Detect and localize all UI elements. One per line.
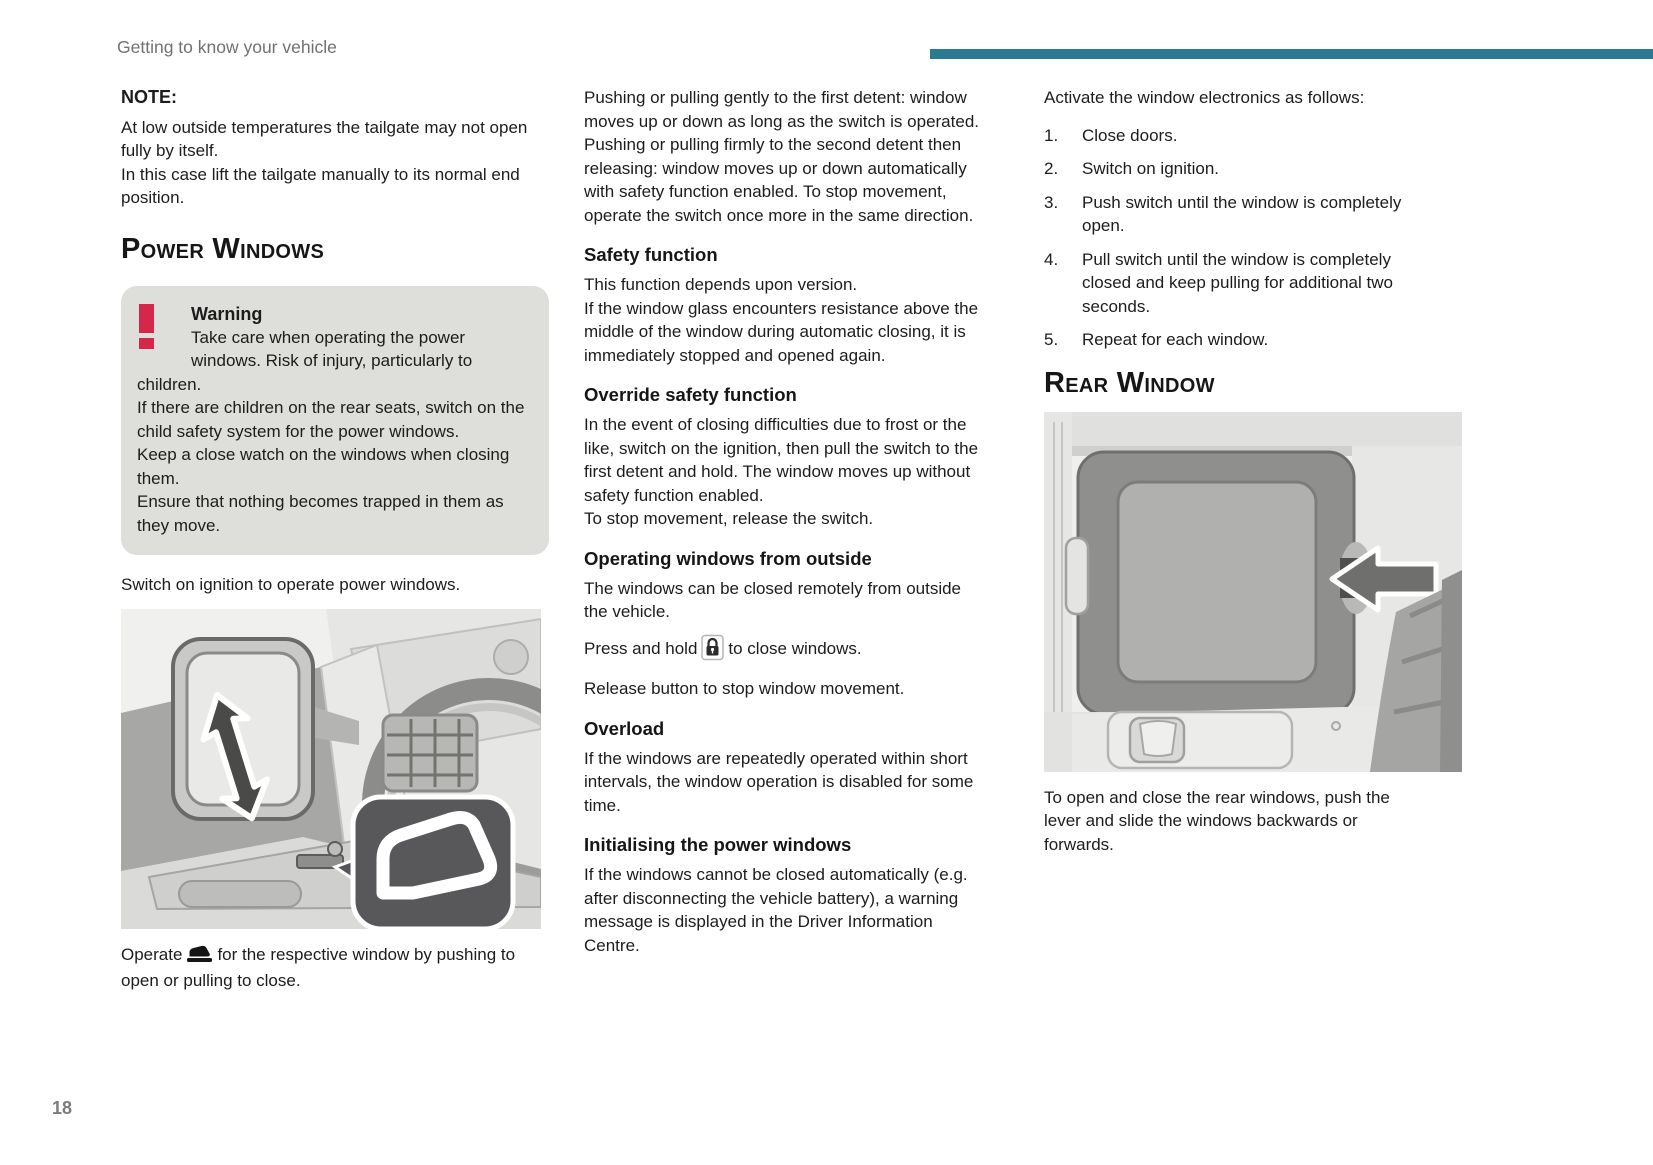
intro-paragraph: Pushing or pulling gently to the first detent: window moves up or down as long as the switch is operated. bbox=[584, 88, 979, 131]
note-title: NOTE: bbox=[121, 87, 177, 107]
warning-line: If there are children on the rear seats, switch on the child safety system for the power windows. bbox=[137, 398, 525, 441]
numbered-steps bbox=[1044, 124, 1474, 352]
warning-exclamation-icon bbox=[137, 302, 191, 350]
heading-override-safety: Override safety function bbox=[584, 384, 797, 405]
note-body bbox=[121, 116, 539, 210]
release-line: Release button to stop window movement. bbox=[584, 679, 905, 698]
front-door-caption: Operate for the respective window by pushing to open or pulling to close. bbox=[121, 944, 516, 990]
intro-paragraph: Pushing or pulling firmly to the second detent then releasing: window moves up or down automatically with safety function enabled. To stop movement, operate the switch once more in the same direction. bbox=[584, 135, 974, 225]
left-column bbox=[121, 0, 549, 993]
heading-safety-function: Safety function bbox=[584, 244, 718, 265]
window-switch-callout bbox=[353, 797, 513, 929]
heading-operating-outside: Operating windows from outside bbox=[584, 547, 872, 569]
right-column bbox=[1044, 0, 1474, 856]
paragraph: To stop movement, release the switch. bbox=[584, 509, 874, 528]
step-item: 5. Repeat for each window. bbox=[1044, 330, 1269, 349]
step-item: 3. Push switch until the window is completely open. bbox=[1044, 192, 1402, 235]
rear-window-illustration bbox=[1044, 412, 1474, 772]
middle-column bbox=[584, 0, 984, 957]
warning-line: Ensure that nothing becomes trapped in them as they move. bbox=[137, 492, 504, 535]
activate-intro: Activate the window electronics as follows: bbox=[1044, 88, 1365, 107]
page-number: 18 bbox=[52, 1098, 73, 1118]
paragraph: This function depends upon version. bbox=[584, 275, 858, 294]
section-title-power-windows: Power Windows bbox=[121, 232, 325, 265]
section-title-rear-window: Rear Window bbox=[1044, 366, 1215, 399]
paragraph: The windows can be closed remotely from outside the vehicle. bbox=[584, 578, 962, 621]
note-line: At low outside temperatures the tailgate may not open fully by itself. bbox=[121, 117, 528, 160]
front-door-illustration bbox=[121, 609, 549, 929]
paragraph: In the event of closing difficulties due to frost or the like, switch on the ignition, then pull the switch to the first detent and hold. The window moves up without safety function enabled. bbox=[584, 415, 979, 505]
paragraph: If the windows are repeatedly operated within short intervals, the window operation is disabled for some time. bbox=[584, 748, 974, 815]
heading-overload: Overload bbox=[584, 717, 665, 739]
running-header: Getting to know your vehicle bbox=[117, 37, 337, 57]
step-item: 4. Pull switch until the window is completely closed and keep pulling for additional two seconds. bbox=[1044, 249, 1393, 316]
heading-initialising: Initialising the power windows bbox=[584, 834, 852, 855]
rear-window-caption: To open and close the rear windows, push the lever and slide the windows backwards or forwards. bbox=[1044, 787, 1390, 854]
lock-icon bbox=[701, 633, 724, 668]
note-line: In this case lift the tailgate manually to its normal end position. bbox=[121, 164, 520, 207]
warning-box bbox=[121, 286, 549, 556]
step-item: 1. Close doors. bbox=[1044, 125, 1178, 145]
step-item: 2. Switch on ignition. bbox=[1044, 159, 1220, 178]
press-hold-line: Press and hold to close windows. bbox=[584, 633, 984, 668]
ignition-note: Switch on ignition to operate power windows. bbox=[121, 575, 461, 594]
window-switch-icon bbox=[186, 943, 213, 970]
warning-line: Keep a close watch on the windows when closing them. bbox=[137, 445, 510, 488]
warning-line: Take care when operating the power windows. Risk of injury, particularly to children. bbox=[137, 327, 473, 394]
warning-title: Warning bbox=[191, 303, 263, 324]
paragraph: If the window glass encounters resistance above the middle of the window during automatic closing, it is immediately stopped and opened again. bbox=[584, 298, 979, 365]
paragraph: If the windows cannot be closed automatically (e.g. after disconnecting the vehicle battery), a warning message is displayed in the Driver Information Centre. bbox=[584, 865, 968, 955]
